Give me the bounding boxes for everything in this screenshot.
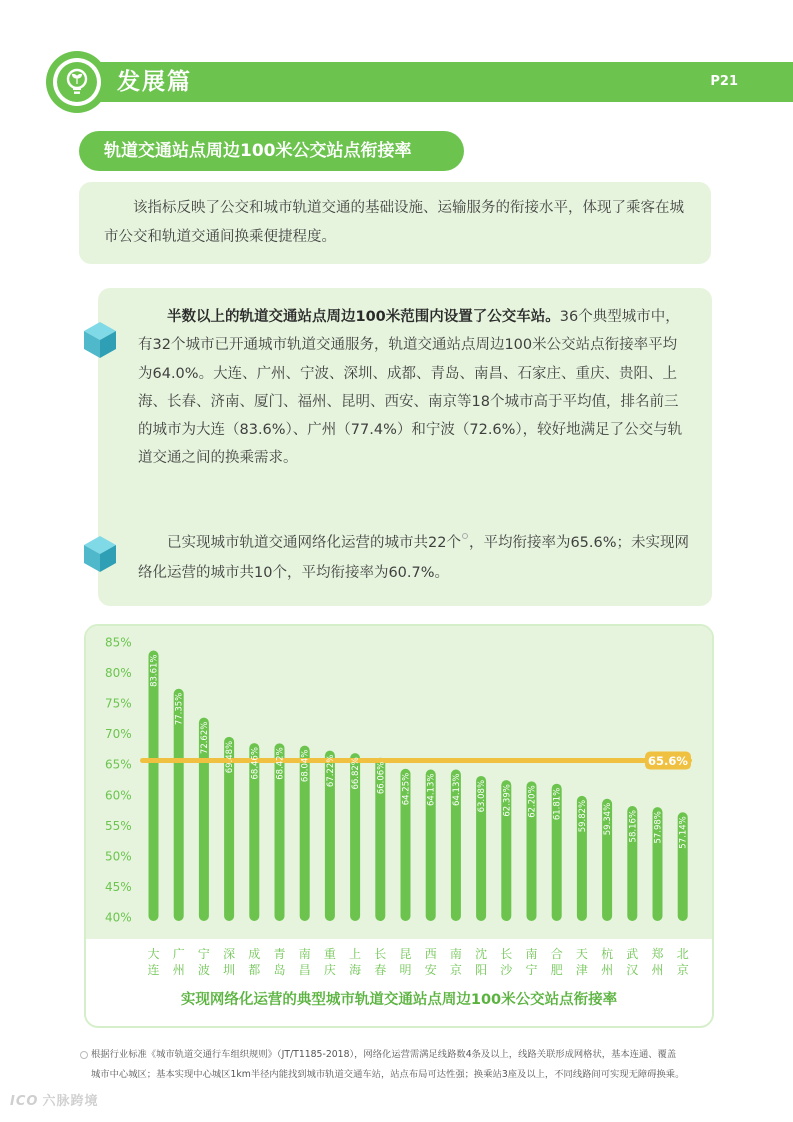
page-number: P21 <box>710 74 738 89</box>
bar-value-label: 68.04% <box>300 749 311 783</box>
y-tick-label: 65% <box>105 757 132 772</box>
average-reference-label: 65.6% <box>648 754 688 769</box>
category-label: 肥 <box>550 963 563 977</box>
y-tick-label: 85% <box>105 635 132 650</box>
findings-network-count: 已实现城市轨道交通网络化运营的城市共22个 <box>167 535 461 551</box>
category-label: 宁 <box>197 947 210 961</box>
bar-value-label: 67.22% <box>325 754 336 788</box>
bar-value-label: 63.08% <box>477 779 488 813</box>
bar-value-label: 59.82% <box>577 799 588 833</box>
y-tick-label: 45% <box>105 879 132 894</box>
bar-value-label: 61.81% <box>552 787 563 821</box>
category-label: 汉 <box>626 963 639 977</box>
bar-value-label: 68.42% <box>275 747 286 780</box>
category-label: 南 <box>449 947 462 961</box>
footnote-line-2 <box>80 1065 740 1085</box>
bar-value-label: 62.20% <box>527 785 538 818</box>
y-tick-label: 60% <box>105 788 132 803</box>
footnote <box>80 1045 740 1085</box>
category-label: 杭 <box>601 947 614 961</box>
category-label: 都 <box>248 963 261 977</box>
footnote-text-2: 城市中心城区；基本实现中心城区1km半径内能找到城市轨道交通车站，站点布局可达性强；换乘站3座及以上，不同线路间可实现无障碍换乘。 <box>91 1069 685 1080</box>
category-label: 长 <box>374 947 387 961</box>
category-label: 重 <box>323 947 336 961</box>
category-label: 大 <box>147 947 160 961</box>
category-label: 宁 <box>525 963 538 977</box>
y-tick-label: 70% <box>105 727 132 742</box>
watermark-text: 六脉跨境 <box>42 1094 99 1109</box>
category-label: 成 <box>248 947 261 961</box>
category-label: 春 <box>374 963 387 977</box>
bar-value-label: 72.62% <box>199 721 210 755</box>
category-label: 圳 <box>223 963 236 977</box>
category-label: 郑 <box>651 947 664 961</box>
bar-value-label: 57.98% <box>653 811 664 844</box>
category-label: 南 <box>298 947 311 961</box>
category-label: 明 <box>399 963 412 977</box>
bar-value-label: 57.14% <box>678 816 689 849</box>
section-title: 轨道交通站点周边100米公交站点衔接率 <box>104 141 412 161</box>
category-label: 长 <box>500 947 513 961</box>
category-label: 天 <box>575 947 588 961</box>
footnote-text-1: 根据行业标准《城市轨道交通行车组织规则》（JT/T1185-2018），网络化运营需满足线路数4条及以上，线路关联形成网格状，基本连通、覆盖 <box>91 1049 677 1060</box>
bar-value-label: 58.16% <box>628 810 639 843</box>
y-tick-label: 50% <box>105 849 132 864</box>
bar-value-label: 66.82% <box>351 757 362 790</box>
y-tick-label: 75% <box>105 696 132 711</box>
category-label: 南 <box>525 947 538 961</box>
bar-value-label: 62.39% <box>502 784 513 817</box>
category-label: 京 <box>449 963 462 977</box>
category-label: 京 <box>676 963 689 977</box>
category-label: 西 <box>424 947 437 961</box>
watermark-logo: ICO <box>10 1094 39 1109</box>
footnote-line-1 <box>80 1045 740 1065</box>
category-label: 上 <box>349 947 362 961</box>
bar <box>149 650 159 921</box>
y-tick-label: 40% <box>105 910 132 925</box>
category-label: 沈 <box>475 947 488 961</box>
findings-body: 36个典型城市中，有32个城市已开通城市轨道交通服务，轨道交通站点周边100米公交站点衔接率平均为64.0%。大连、广州、宁波、深圳、成都、青岛、南昌、石家庄、重庆、贵阳、上海、长春、济南、厦门、福州、昆明、西安、南京等18个城市高于平均值，排名前三的城市为大连（83.6%）、广州（77.4%）和宁波（72.6%），较好地满足了公交与轨道交通之间的换乘需求。 <box>138 309 683 467</box>
bar-value-label: 64.25% <box>401 772 412 806</box>
category-label: 武 <box>626 947 639 961</box>
category-label: 州 <box>172 963 185 977</box>
bar-value-label: 69.48% <box>225 740 236 774</box>
category-label: 安 <box>424 963 437 977</box>
bar-value-label: 66.06% <box>376 761 387 795</box>
category-label: 海 <box>349 963 362 977</box>
chart-title: 实现网络化运营的典型城市轨道交通站点周边100米公交站点衔接率 <box>180 992 618 1008</box>
average-reference-line <box>140 758 692 763</box>
category-label: 州 <box>651 963 664 977</box>
category-label: 庆 <box>323 963 336 977</box>
category-label: 青 <box>273 947 286 961</box>
category-label: 波 <box>197 963 210 977</box>
intro-text: 该指标反映了公交和城市轨道交通的基础设施、运输服务的衔接水平，体现了乘客在城市公交和轨道交通间换乘便捷程度。 <box>104 200 684 245</box>
category-label: 北 <box>676 947 689 961</box>
bar-value-label: 77.35% <box>174 692 185 726</box>
category-label: 岛 <box>273 963 286 977</box>
bar-value-label: 64.13% <box>426 773 437 806</box>
category-label: 州 <box>601 963 614 977</box>
category-label: 昆 <box>399 947 412 961</box>
category-label: 连 <box>147 963 160 977</box>
bar-value-label: 59.34% <box>603 802 614 836</box>
page-section-title: 发展篇 <box>117 69 192 95</box>
footnote-marker-icon <box>80 1051 88 1059</box>
y-tick-label: 80% <box>105 666 132 681</box>
y-tick-label: 55% <box>105 818 132 833</box>
bar-value-label: 68.46% <box>250 747 261 780</box>
category-label: 津 <box>575 963 588 977</box>
category-label: 合 <box>550 947 563 961</box>
findings-network-rates: ，平均衔接率为65.6%；未实现网络化运营的城市共10个，平均衔接率为60.7%。 <box>138 535 690 581</box>
category-label: 深 <box>223 947 236 961</box>
findings-lead: 半数以上的轨道交通站点周边100米范围内设置了公交车站。 <box>167 309 560 325</box>
watermark <box>10 1093 98 1111</box>
bar-value-label: 64.13% <box>451 773 462 806</box>
bar-value-label: 83.61% <box>149 654 160 687</box>
category-label: 阳 <box>475 963 488 977</box>
category-label: 沙 <box>500 963 513 977</box>
category-label: 昌 <box>298 963 311 977</box>
category-label: 广 <box>172 947 185 961</box>
